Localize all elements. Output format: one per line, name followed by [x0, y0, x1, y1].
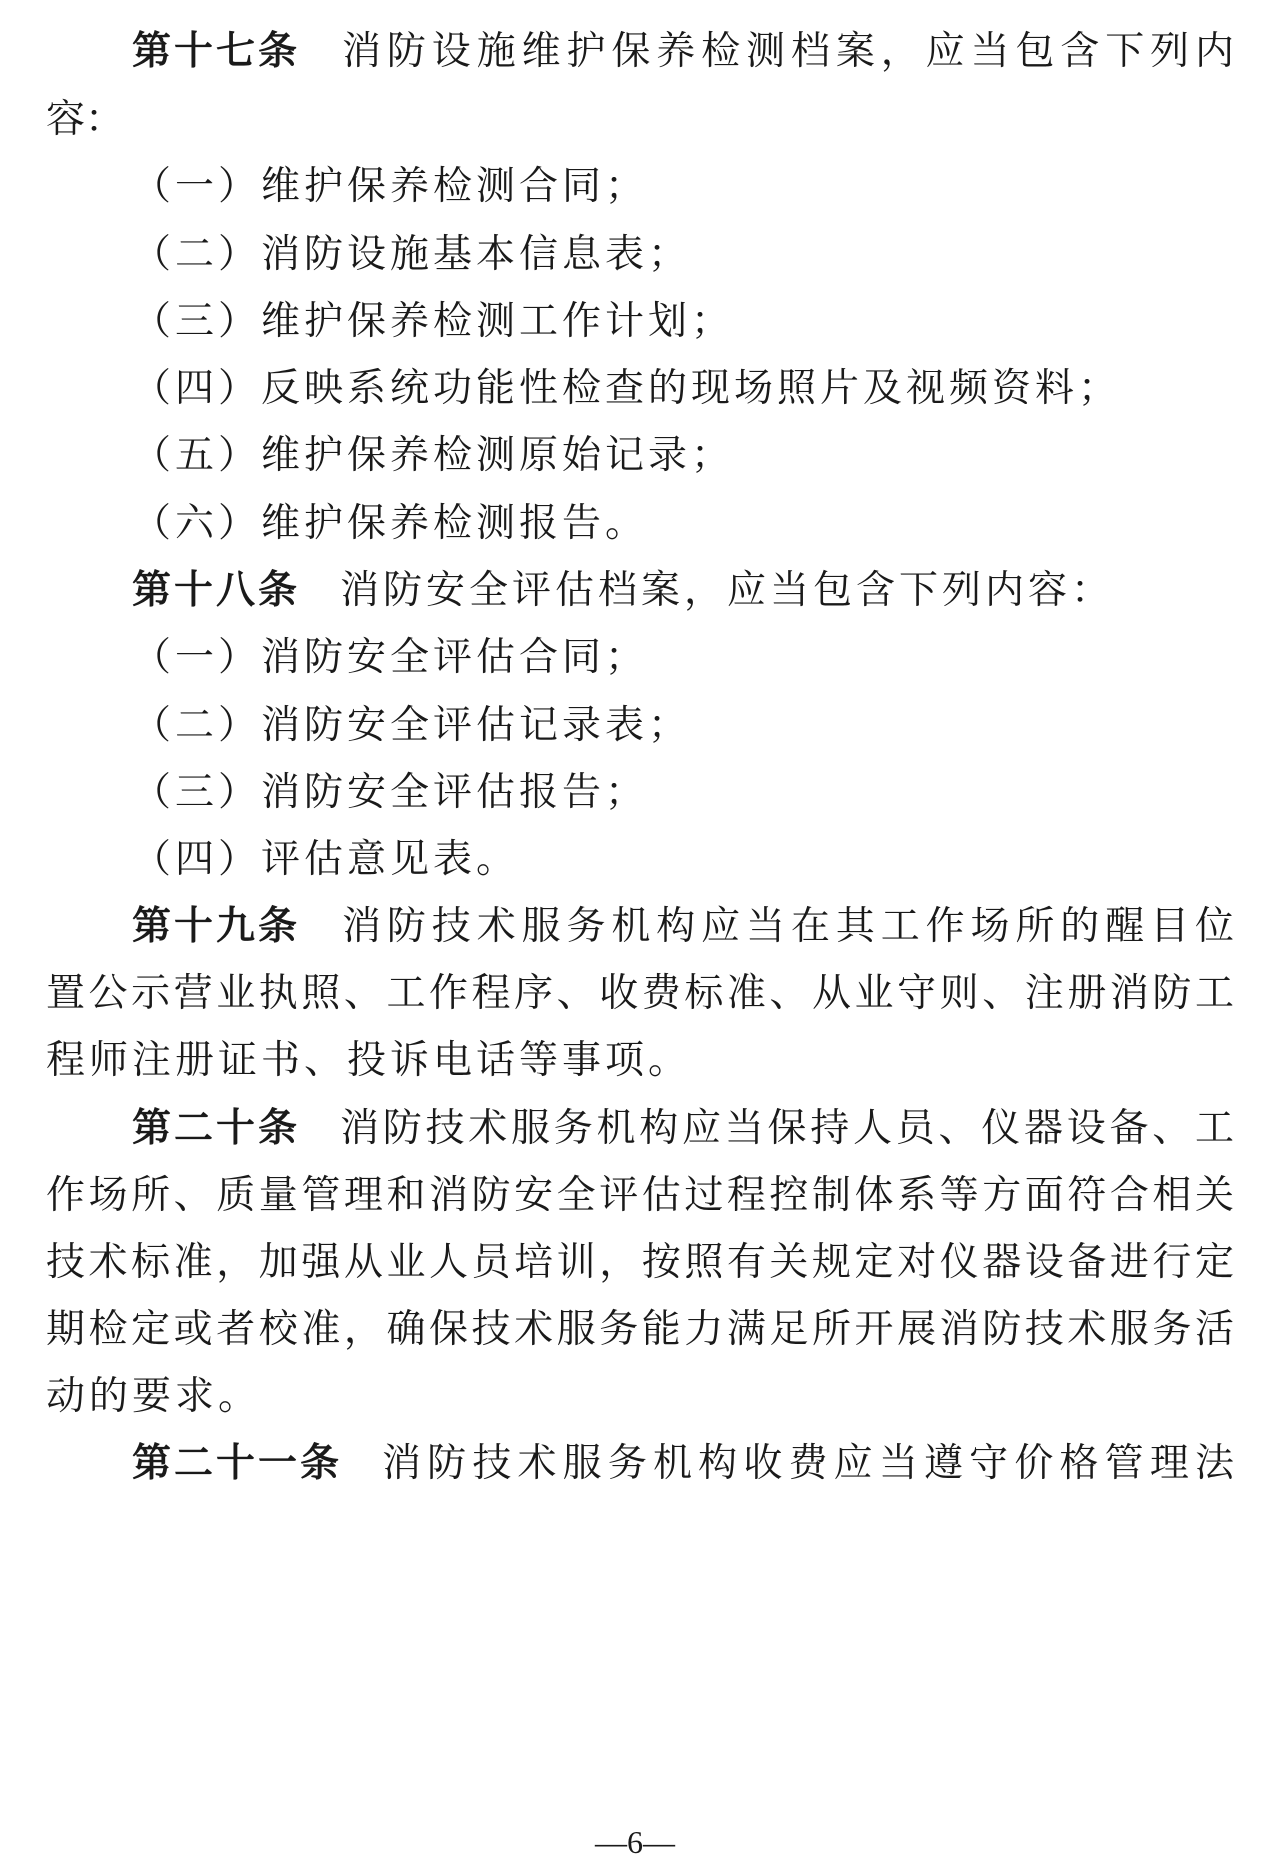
- article-18-first-line: [132, 561, 1114, 621]
- article-20-first-line: [132, 1099, 1234, 1159]
- list-item: [132, 225, 691, 285]
- article-18-text: 消防安全评估档案，应当包含下列内容：: [340, 568, 1115, 613]
- list-item: [132, 830, 519, 890]
- list-item: [132, 292, 734, 352]
- article-20-text-3: 技术标准，加强从业人员培训，按照有关规定对仪器设备进行定: [46, 1240, 1234, 1285]
- article-18-item-2: （二）消防安全评估记录表；: [132, 703, 692, 748]
- list-item: [132, 494, 648, 554]
- list-item: [132, 628, 648, 688]
- list-item: [132, 763, 648, 823]
- article-19-second-line: [46, 964, 1234, 1024]
- list-item: [132, 359, 1121, 419]
- article-20-text-4: 期检定或者校准，确保技术服务能力满足所开展消防技术服务活: [46, 1307, 1234, 1352]
- article-17-text-continued: 容：: [46, 97, 125, 142]
- article-19-text: 消防技术服务机构应当在其工作场所的醒目位: [342, 904, 1234, 949]
- article-17-first-line: [132, 22, 1234, 82]
- article-21-text: 消防技术服务机构收费应当遵守价格管理法: [382, 1441, 1234, 1486]
- article-20-text: 消防技术服务机构应当保持人员、仪器设备、工: [340, 1106, 1234, 1151]
- article-17-item-3: （三）维护保养检测工作计划；: [132, 299, 735, 344]
- article-20-third-line: [46, 1233, 1234, 1293]
- article-20-heading: 第二十条: [132, 1106, 301, 1151]
- article-17-heading: 第十七条: [132, 29, 301, 74]
- article-17-text: 消防设施维护保养检测档案，应当包含下列内: [342, 29, 1234, 74]
- article-20-text-2: 作场所、质量管理和消防安全评估过程控制体系等方面符合相关: [46, 1173, 1234, 1218]
- article-17-second-line: [46, 90, 1234, 150]
- article-17-item-4: （四）反映系统功能性检查的现场照片及视频资料；: [132, 366, 1122, 411]
- article-19-text-2: 置公示营业执照、工作程序、收费标准、从业守则、注册消防工: [46, 971, 1234, 1016]
- article-21-heading: 第二十一条: [132, 1441, 343, 1486]
- list-item: [132, 426, 734, 486]
- article-20-second-line: [46, 1166, 1234, 1226]
- article-17-item-1: （一）维护保养检测合同；: [132, 164, 649, 209]
- article-21-first-line: [132, 1434, 1234, 1494]
- article-20-fourth-line: [46, 1300, 1234, 1360]
- article-17-item-6: （六）维护保养检测报告。: [132, 501, 649, 546]
- article-20-text-5: 动的要求。: [46, 1374, 262, 1419]
- page-number: —6—: [595, 1824, 675, 1860]
- article-18-item-3: （三）消防安全评估报告；: [132, 770, 649, 815]
- article-19-heading: 第十九条: [132, 904, 301, 949]
- article-18-item-4: （四）评估意见表。: [132, 837, 520, 882]
- list-item: [132, 696, 691, 756]
- article-17-item-2: （二）消防设施基本信息表；: [132, 232, 692, 277]
- article-19-first-line: [132, 897, 1234, 957]
- list-item: [132, 157, 648, 217]
- article-18-heading: 第十八条: [132, 568, 301, 613]
- article-19-text-3: 程师注册证书、投诉电话等事项。: [46, 1038, 692, 1083]
- article-18-item-1: （一）消防安全评估合同；: [132, 635, 649, 680]
- article-19-third-line: [46, 1031, 691, 1091]
- article-17-item-5: （五）维护保养检测原始记录；: [132, 433, 735, 478]
- article-20-fifth-line: [46, 1367, 261, 1427]
